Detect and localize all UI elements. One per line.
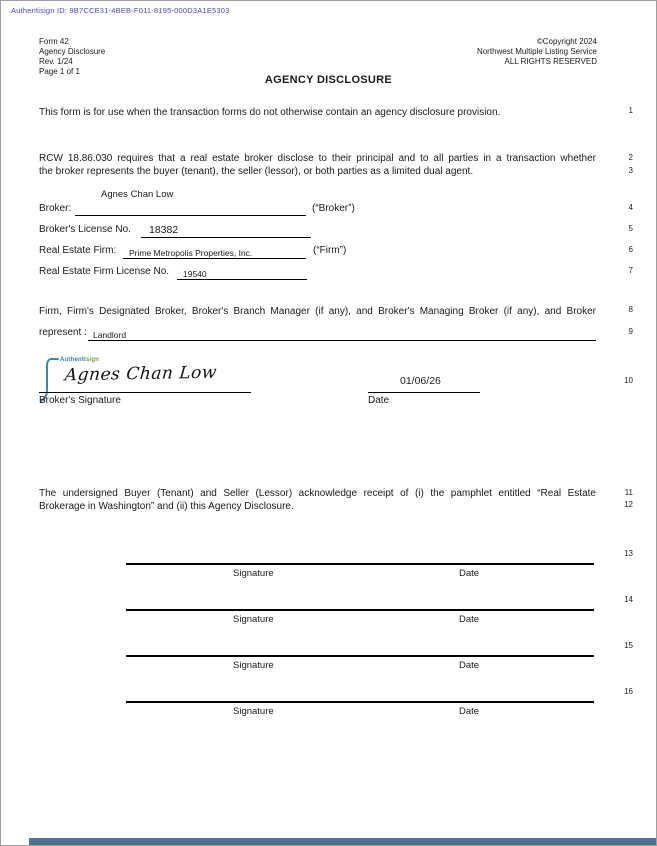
page-title: AGENCY DISCLOSURE <box>264 74 393 86</box>
form-meta-block <box>39 37 105 77</box>
represent-value: Landlord <box>93 330 127 340</box>
broker-field-line <box>75 215 306 216</box>
broker-license-field-line <box>141 237 311 238</box>
signature-row-date-label: Date <box>459 660 480 671</box>
intro-paragraph: This form is for use when the transaction forms do not otherwise contain an agency disclosure provision. <box>39 107 501 118</box>
authentisign-id: Authentisign ID: 9B7CCE31-4BEB-F011-8195-000D3A1E5303 <box>11 6 230 15</box>
line-number: 8 <box>628 305 633 314</box>
broker-label: Broker: <box>39 203 72 214</box>
signature-row-line <box>126 609 594 611</box>
form-revision: Rev. 1/24 <box>39 57 73 66</box>
acknowledgment-line2: Brokerage in Washington” and (ii) this Agency Disclosure. <box>39 501 294 512</box>
firm-label: Real Estate Firm: <box>39 245 117 256</box>
line-number: 9 <box>628 327 633 336</box>
firm-license-label: Real Estate Firm License No. <box>39 266 170 277</box>
copyright-line: ©Copyright 2024 <box>536 37 597 46</box>
signature-row-line <box>126 563 594 565</box>
broker-signature-line <box>39 392 251 393</box>
broker-name-value: Agnes Chan Low <box>101 189 174 200</box>
signature-row-sig-label: Signature <box>233 568 274 579</box>
represent-field-line <box>88 340 596 341</box>
line-number: 15 <box>624 641 633 650</box>
signature-row-date-label: Date <box>459 706 480 717</box>
signature-row-line <box>126 655 594 657</box>
signature-row-sig-label: Signature <box>233 660 274 671</box>
signature-row-sig-label: Signature <box>233 614 274 625</box>
line-number: 12 <box>624 500 633 509</box>
signature-row-sig-label: Signature <box>233 706 274 717</box>
signature-row-line <box>126 701 594 703</box>
signature-row-date-label: Date <box>459 614 480 625</box>
firm-license-field-line <box>177 279 307 280</box>
broker-signature-value: Agnes Chan Low <box>63 362 218 386</box>
line-number: 14 <box>624 595 633 604</box>
line-number: 10 <box>624 376 633 385</box>
represent-label: represent : <box>39 327 87 338</box>
line-number: 7 <box>628 266 633 275</box>
line-number: 11 <box>624 488 633 497</box>
rcw-paragraph-line1: RCW 18.86.030 requires that a real estate broker disclose to their principal and to all parties in a transaction whether <box>39 153 596 164</box>
rcw-paragraph-line2: the broker represents the buyer (tenant), the seller (lessor), or both parties as a limited dual agent. <box>39 166 474 177</box>
form-name: Agency Disclosure <box>39 47 106 56</box>
firm-field-line <box>123 258 306 259</box>
line-number: 1 <box>628 106 633 115</box>
firm-license-value: 19540 <box>183 269 207 279</box>
signature-date-line <box>368 392 480 393</box>
form-page-count: Page 1 of 1 <box>39 67 80 76</box>
broker-license-value: 18382 <box>149 224 179 236</box>
copyright-rights: ALL RIGHTS RESERVED <box>504 57 597 66</box>
represent-paragraph: Firm, Firm's Designated Broker, Broker's Branch Manager (if any), and Broker's Managing Broker (if any), and Broker <box>39 306 596 317</box>
acknowledgment-line1: The undersigned Buyer (Tenant) and Seller (Lessor) acknowledge receipt of (i) the pamphlet entitled “Real Estate <box>39 488 596 499</box>
form-number: Form 42 <box>39 37 69 46</box>
line-number: 2 <box>628 153 633 162</box>
copyright-org: Northwest Multiple Listing Service <box>476 47 597 56</box>
broker-license-label: Broker's License No. <box>39 224 131 235</box>
stamp-text-blue: Authenti <box>60 357 86 363</box>
firm-value: Prime Metropolis Properties, Inc. <box>129 248 253 258</box>
line-number: 13 <box>624 549 633 558</box>
stamp-text-green: sign <box>85 357 100 363</box>
broker-suffix: (“Broker”) <box>312 203 355 214</box>
authentisign-stamp <box>60 357 99 363</box>
line-number: 6 <box>628 245 633 254</box>
signature-row-date-label: Date <box>459 568 480 579</box>
line-number: 5 <box>628 224 633 233</box>
line-number: 16 <box>624 687 633 696</box>
signature-date-value: 01/06/26 <box>400 375 441 387</box>
firm-suffix: (“Firm”) <box>313 245 347 256</box>
footer-bar <box>29 838 656 845</box>
broker-signature-label: Broker's Signature <box>39 395 121 406</box>
line-number: 3 <box>628 166 633 175</box>
line-number: 4 <box>628 203 633 212</box>
signature-date-label: Date <box>368 395 390 406</box>
copyright-block <box>477 37 597 67</box>
